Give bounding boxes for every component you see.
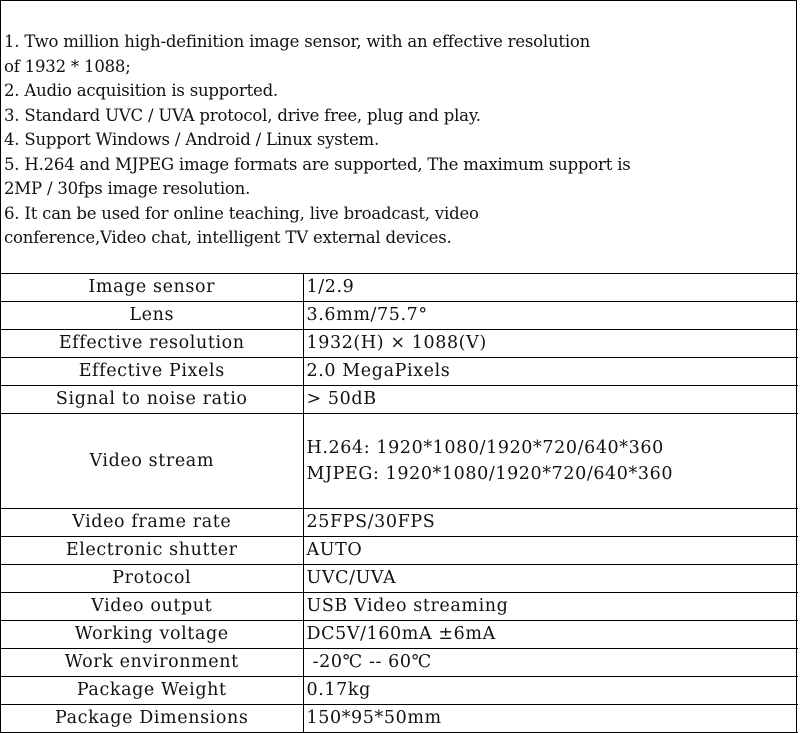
spec-value: 1932(H) × 1088(V) [303, 330, 798, 358]
feature-list [1, 1, 798, 274]
table-row [1, 565, 798, 593]
spec-value: 2.0 MegaPixels [303, 358, 798, 386]
video-stream-h264: H.264: 1920*1080/1920*720/640*360 [306, 438, 664, 458]
table-row [1, 274, 798, 302]
table-row [1, 649, 798, 677]
spec-value: 25FPS/30FPS [303, 509, 798, 537]
feature-line: 4. Support Windows / Android / Linux system. [4, 130, 380, 149]
spec-value-multiline [303, 414, 798, 509]
table-row [1, 330, 798, 358]
spec-label: Image sensor [1, 274, 303, 302]
spec-value: -20℃ -- 60℃ [303, 649, 798, 677]
spec-label: Package Weight [1, 677, 303, 705]
spec-value: AUTO [303, 537, 798, 565]
feature-line: 6. It can be used for online teaching, live broadcast, video [4, 203, 479, 223]
video-stream-mjpeg: MJPEG: 1920*1080/1920*720/640*360 [306, 464, 674, 484]
feature-line: 1. Two million high-definition image sensor, with an effective resolution [4, 32, 591, 51]
table-row [1, 386, 798, 414]
spec-label: Work environment [1, 649, 303, 677]
spec-label: Electronic shutter [1, 537, 303, 565]
feature-line: 2MP / 30fps image resolution. [4, 179, 251, 198]
spec-value: DC5V/160mA ±6mA [303, 621, 798, 649]
table-row [1, 705, 798, 733]
table-row [1, 621, 798, 649]
table-row [1, 537, 798, 565]
table-row [1, 302, 798, 330]
spec-value: 1/2.9 [303, 274, 798, 302]
table-row [1, 677, 798, 705]
spec-table [1, 274, 798, 733]
table-row [1, 509, 798, 537]
spec-value: USB Video streaming [303, 593, 798, 621]
feature-line: conference,Video chat, intelligent TV external devices. [4, 228, 452, 247]
spec-value: UVC/UVA [303, 565, 798, 593]
spec-label: Video frame rate [1, 509, 303, 537]
feature-line: 2. Audio acquisition is supported. [4, 81, 278, 100]
spec-label: Protocol [1, 565, 303, 593]
spec-label: Working voltage [1, 621, 303, 649]
table-row [1, 414, 798, 509]
spec-label: Signal to noise ratio [1, 386, 303, 414]
spec-label: Effective resolution [1, 330, 303, 358]
spec-value: 0.17kg [303, 677, 798, 705]
spec-value: 150*95*50mm [303, 705, 798, 733]
feature-line: 5. H.264 and MJPEG image formats are supported, The maximum support is [4, 154, 631, 174]
feature-line: of 1932 * 1088; [4, 56, 131, 76]
table-row [1, 358, 798, 386]
spec-value: > 50dB [303, 386, 798, 414]
spec-label: Package Dimensions [1, 705, 303, 733]
spec-label: Lens [1, 302, 303, 330]
spec-label: Video output [1, 593, 303, 621]
spec-label: Video stream [1, 414, 303, 509]
table-row [1, 593, 798, 621]
feature-line: 3. Standard UVC / UVA protocol, drive free, plug and play. [4, 105, 481, 125]
spec-value: 3.6mm/75.7° [303, 302, 798, 330]
spec-label: Effective Pixels [1, 358, 303, 386]
